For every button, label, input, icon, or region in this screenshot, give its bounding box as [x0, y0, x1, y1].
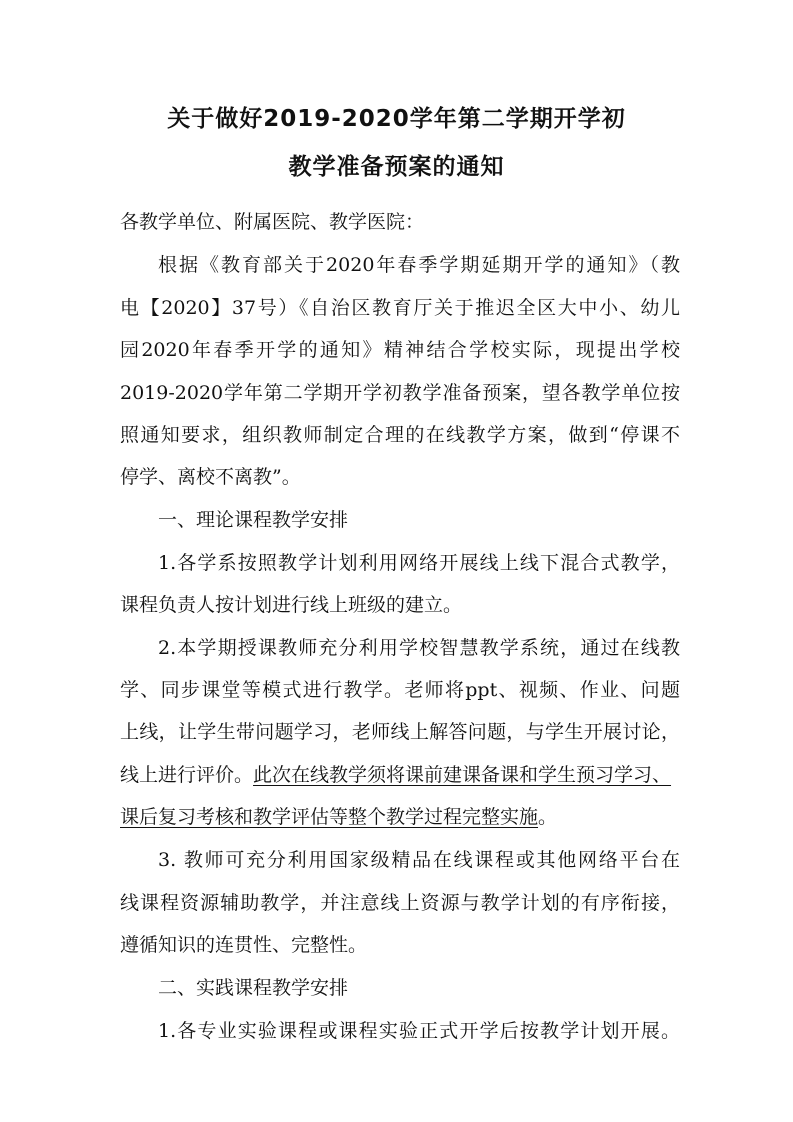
item-4-line-1: 1.各专业实验课程或课程实验正式开学后按教学计划开展。	[158, 1020, 680, 1042]
item-2-line-4-plain: 线上进行评价。	[120, 764, 254, 786]
item-2-underlined-text: 此次在线教学须将课前建课备课和学生预习学习、	[253, 764, 672, 786]
intro-line-2: 电【2020】37号）《自治区教育厅关于推迟全区大中小、幼儿	[120, 297, 680, 319]
item-2-line-5	[120, 804, 680, 830]
section-heading-theory: 一、理论课程教学安排	[158, 509, 349, 531]
intro-line-3: 园2020年春季开学的通知》精神结合学校实际，现提出学校	[120, 339, 680, 361]
intro-line-4: 2019-2020学年第二学期开学初教学准备预案，望各教学单位按	[120, 382, 680, 404]
item-2-line-3: 上线，让学生带问题学习，老师线上解答问题，与学生开展讨论，	[120, 721, 680, 743]
document-title-line-2: 教学准备预案的通知	[288, 154, 505, 180]
item-2-line-2: 学、同步课堂等模式进行教学。老师将ppt、视频、作业、问题	[120, 679, 680, 701]
section-heading-practice: 二、实践课程教学安排	[158, 977, 349, 999]
item-3-line-3: 遵循知识的连贯性、完整性。	[120, 934, 368, 956]
item-2-line-1: 2.本学期授课教师充分利用学校智慧教学系统，通过在线教	[158, 637, 680, 659]
item-1-line-1: 1.各学系按照教学计划利用网络开展线上线下混合式教学，	[158, 552, 680, 574]
item-2-underlined-text-cont: 课后复习考核和教学评估等整个教学过程完整实施	[120, 806, 539, 828]
item-1-line-2: 课程负责人按计划进行线上班级的建立。	[120, 594, 463, 616]
item-2-line-4	[120, 762, 680, 788]
intro-line-1: 根据《教育部关于2020年春季学期延期开学的通知》（教	[158, 254, 680, 276]
item-2-line-5-end: 。	[538, 806, 558, 828]
intro-line-5: 照通知要求，组织教师制定合理的在线教学方案，做到“停课不	[120, 424, 680, 446]
item-3-line-1: 3. 教师可充分利用国家级精品在线课程或其他网络平台在	[158, 849, 680, 871]
item-3-line-2: 线课程资源辅助教学，并注意线上资源与教学计划的有序衔接，	[120, 892, 680, 914]
intro-line-6: 停学、离校不离教”。	[120, 466, 301, 488]
salutation: 各教学单位、附属医院、教学医院：	[120, 211, 425, 233]
document-title-line-1: 关于做好2019-2020学年第二学期开学初	[167, 106, 626, 132]
